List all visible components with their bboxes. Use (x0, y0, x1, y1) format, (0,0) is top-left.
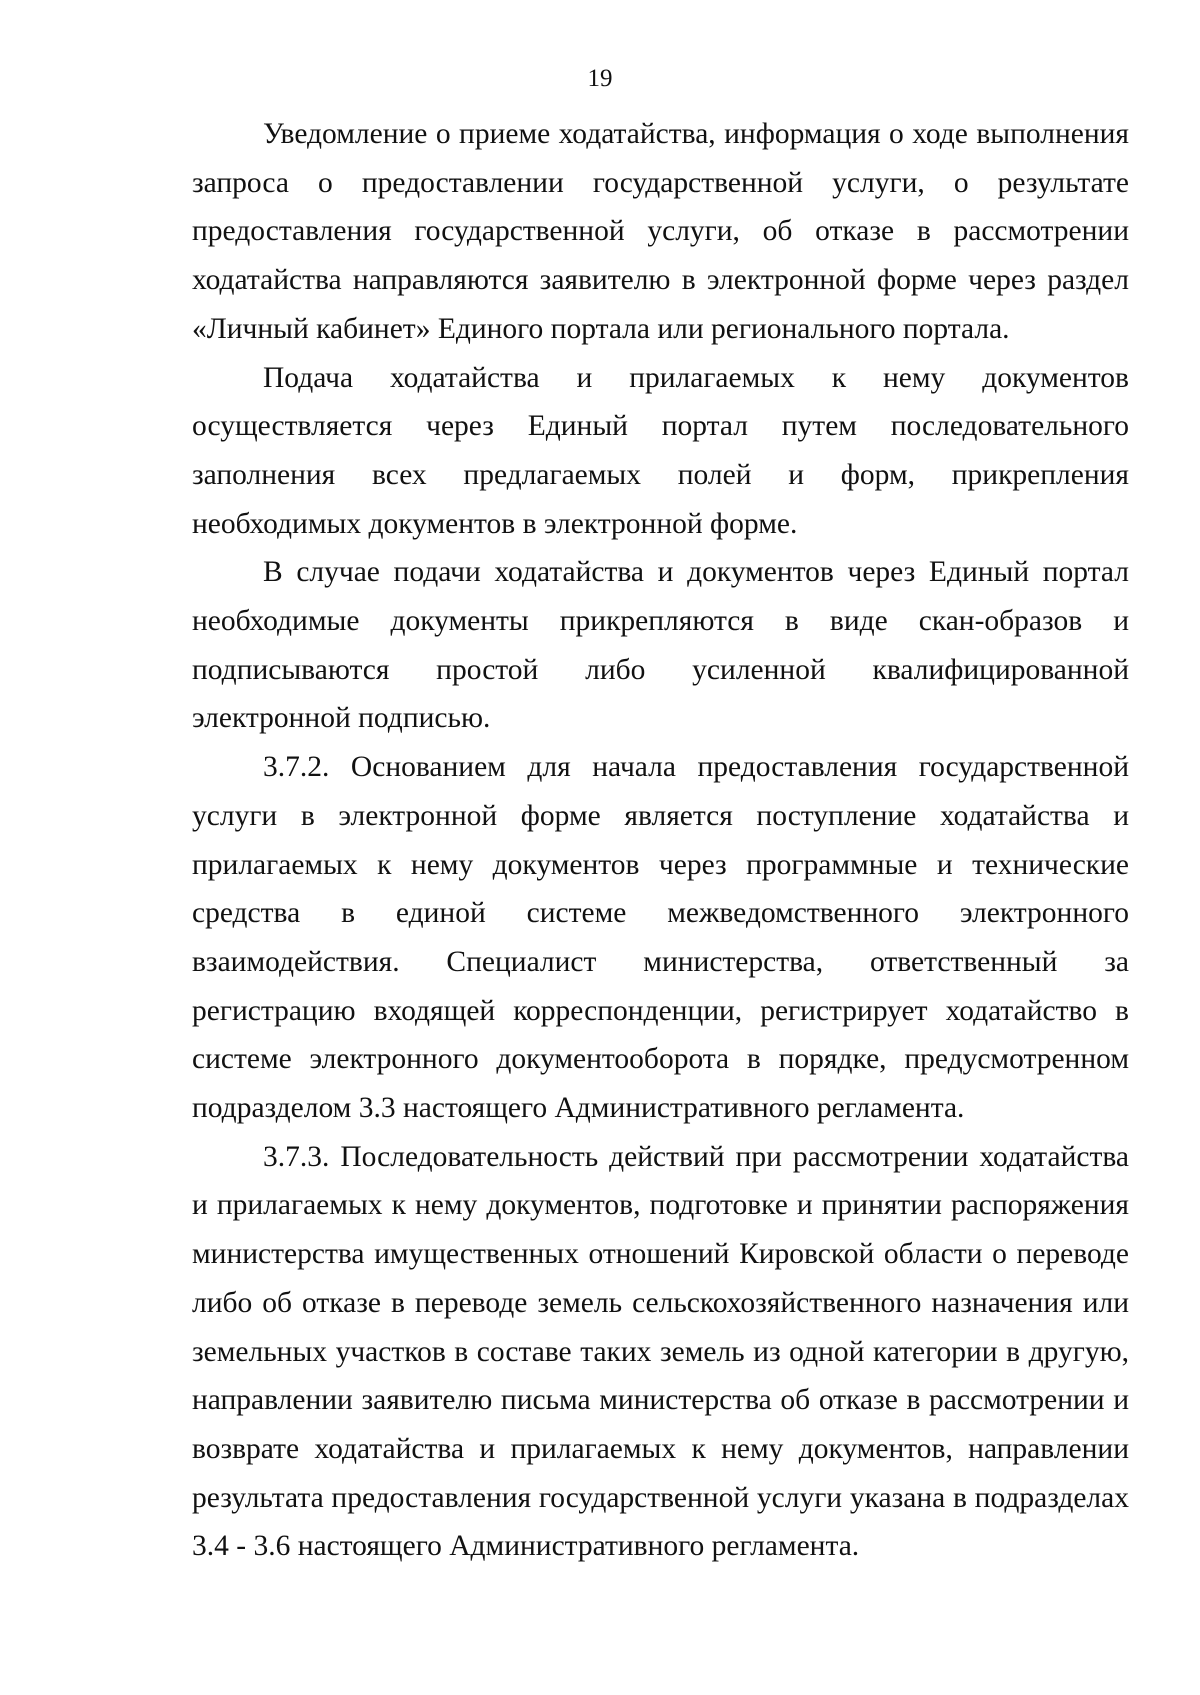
paragraph-scan-documents: В случае подачи ходатайства и документов через Единый портал необходимые документы прикрепляются в виде скан-образов и подписываются простой либо усиленной квалифицированной электронной подписью. (192, 556, 1129, 735)
document-body (192, 110, 1129, 1571)
paragraph-3-7-2: 3.7.2. Основанием для начала предоставления государственной услуги в электронной форме является поступление ходатайства и прилагаемых к нему документов через программные и технические средства в единой системе межведомственного электронного взаимодействия. Специалист министерства, ответственный за регистрацию входящей корреспонденции, регистрирует ходатайство в системе электронного документооборота в порядке, предусмотренном подразделом 3.3 настоящего Административного регламента. (192, 751, 1129, 1125)
paragraph-notification: Уведомление о приеме ходатайства, информация о ходе выполнения запроса о предоставлении государственной услуги, о результате предоставления государственной услуги, об отказе в рассмотрении ходатайства направляются заявителю в электронной форме через раздел «Личный кабинет» Единого портала или регионального портала. (192, 118, 1129, 345)
page-number: 19 (587, 65, 613, 92)
paragraph-3-7-3: 3.7.3. Последовательность действий при рассмотрении ходатайства и прилагаемых к нему документов, подготовке и принятии распоряжения министерства имущественных отношений Кировской области о переводе либо об отказе в переводе земель сельскохозяйственного назначения или земельных участков в составе таких земель из одной категории в другую, направлении заявителю письма министерства об отказе в рассмотрении и возврате ходатайства и прилагаемых к нему документов, направлении результата предоставления государственной услуги указана в подразделах 3.4 - 3.6 настоящего Административного регламента. (192, 1140, 1129, 1563)
paragraph-submission: Подача ходатайства и прилагаемых к нему документов осуществляется через Единый портал путем последовательного заполнения всех предлагаемых полей и форм, прикрепления необходимых документов в электронной форме. (192, 361, 1129, 540)
